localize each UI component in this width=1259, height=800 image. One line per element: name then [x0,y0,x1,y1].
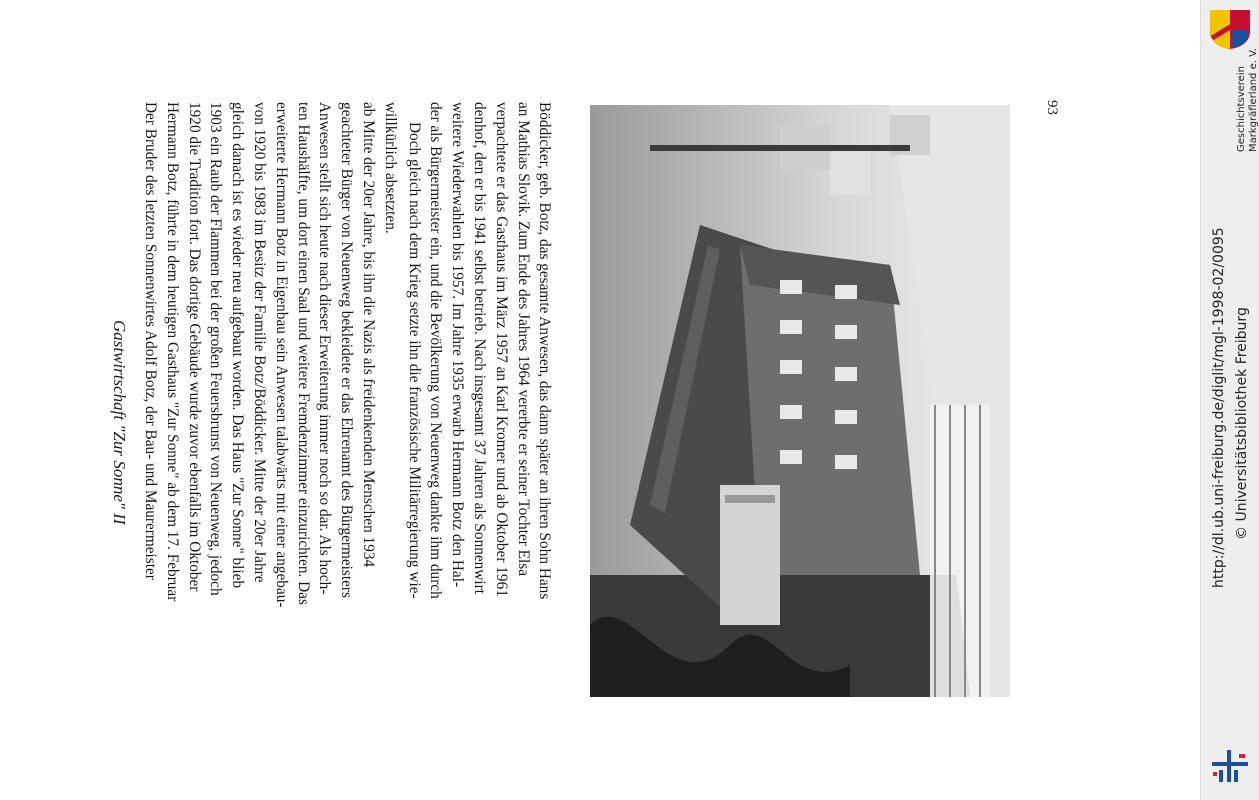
library-copyright: © Universitätsbibliothek Freiburg [1234,307,1250,540]
body-text-line: Doch gleich nach dem Krieg setzte ihn die französische Militärregierung wie- [405,122,423,599]
photo-gasthaus-zur-sonne [590,105,1010,697]
body-text-line: denhof, den er bis 1941 selbst betrieb. Nach insgesamt 37 Jahren als Sonnenwirt [471,102,488,594]
building-photo-illustration [590,105,1010,697]
society-name-line2: Markgräflerland e. V. [1248,48,1259,152]
document-url[interactable]: http://dl.ub.uni-freiburg.de/diglit/mgl-1998-02/0095 [1211,227,1227,588]
body-text-line: ten Haushälfte, um dort einen Saal und weitere Fremdenzimmer einzurichten. Das [294,102,312,605]
body-text-line: Der Bruder des letzten Sonnenwirtes Adolf Botz, der Bau- und Maurermeister [142,102,159,580]
body-text-line: von 1920 bis 1983 im Besitz der Familie Botz/Böddicker. Mitte der 20er Jahre [251,102,268,583]
running-head: Gastwirtschaft "Zur Sonne" II [110,320,129,525]
body-text-line: ab Mitte der 20er Jahre, bis ihn die Nazis als freidenkenden Menschen 1934 [360,102,377,568]
body-text-line: an Mathias Slovik. Zum Ende des Jahres 1964 vererbte er seiner Tochter Elsa [514,102,532,576]
body-text-line: Böddicker, geb. Botz, das gesamte Anwesen, das dann später an ihren Sohn Hans [536,102,554,600]
body-text-line: willkürlich absetzten. [381,102,399,234]
body-text-line: gleich danach ist es wieder neu aufgebaut worden. Das Haus "Zur Sonne" blieb [229,102,247,589]
body-text-line: verpachtete er das Gasthaus im März 1957 an Karl Kromer und ab Oktober 1961 [492,102,510,597]
coat-of-arms-icon [1208,8,1252,50]
body-text-line: Hermann Botz, führte in dem heutigen Gasthaus "Zur Sonne" ab dem 17. Februar [163,102,181,602]
body-text-line: 1903 ein Raub der Flammen bei der großen Feuersbrunst von Neuenweg, jedoch [207,102,225,596]
ub-freiburg-logo-icon [1210,748,1250,784]
page-number: 93 [1044,100,1060,115]
body-text-line: erweiterte Hermann Botz in Eigenbau sein Anwesen talabwärts mit einer angebau- [272,102,290,608]
body-text-line: Anwesen stellt sich heute nach dieser Erweiterung immer noch so dar. Als hoch- [316,102,334,595]
society-name-line1: Geschichtsverein [1236,66,1247,152]
body-text-line: geachteter Bürger von Neuenweg bekleidete er das Ehrenamt des Bürgermeisters [338,102,356,598]
body-text-line: der als Bürgermeister ein, und die Bevölkerung von Neuenweg dankte ihm durch [427,102,445,599]
body-text-line: weitere Wiederwahlen bis 1957. Im Jahre 1935 erwarb Hermann Botz den Hal- [449,102,467,588]
body-text-line: 1920 die Tradition fort. Das dortige Gebäude wurde zuvor ebenfalls im Oktober [185,102,203,592]
